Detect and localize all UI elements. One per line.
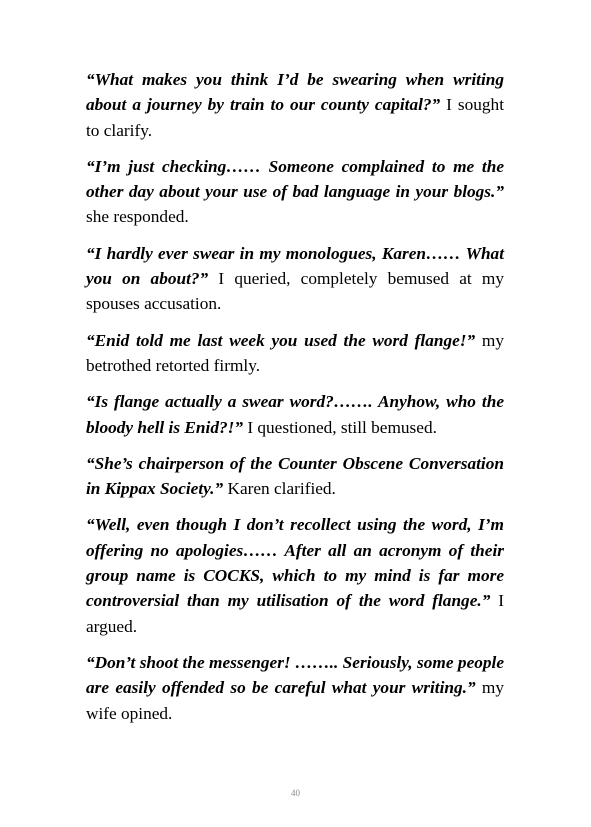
- document-body: [86, 67, 504, 737]
- paragraph-4: [86, 328, 504, 379]
- narration-text: I argued.: [86, 591, 504, 636]
- dialogue-quote: “Is flange actually a swear word?……. Anyhow, who the bloody hell is Enid?!”: [86, 392, 504, 437]
- paragraph-3: [86, 241, 504, 317]
- paragraph-5: [86, 389, 504, 440]
- page-number: 40: [291, 788, 300, 798]
- dialogue-quote: “What makes you think I’d be swearing when writing about a journey by train to our county capital?”: [86, 70, 504, 115]
- dialogue-quote: “Don’t shoot the messenger! …….. Seriously, some people are easily offended so be careful what your writing.”: [86, 652, 504, 698]
- narration-text: my betrothed retorted firmly.: [86, 330, 504, 375]
- narration-text: she responded.: [86, 207, 189, 227]
- paragraph-1: [86, 67, 504, 143]
- paragraph-2: [86, 154, 504, 230]
- dialogue-quote: “I’m just checking…… Someone complained to me the other day about your use of bad language in your blogs.”: [86, 156, 504, 202]
- paragraph-6: [86, 451, 504, 502]
- dialogue-quote: “I hardly ever swear in my monologues, Karen…… What you on about?”: [86, 243, 504, 289]
- dialogue-quote: “Well, even though I don’t recollect using the word, I’m offering no apologies…… After all an acronym of their group name is COCKS, which to my mind is far more controversial than my utilisation of the word flange.”: [86, 515, 504, 611]
- narration-text: Karen clarified.: [223, 479, 336, 499]
- narration-text: I sought to clarify.: [86, 95, 505, 140]
- narration-text: my wife opined.: [86, 678, 505, 723]
- narration-text: I questioned, still bemused.: [243, 417, 437, 437]
- dialogue-quote: “She’s chairperson of the Counter Obscene Conversation in Kippax Society.”: [86, 453, 504, 499]
- dialogue-quote: “Enid told me last week you used the word flange!”: [86, 330, 476, 350]
- paragraph-8: [86, 650, 504, 726]
- narration-text: I queried, completely bemused at my spouses accusation.: [86, 269, 505, 314]
- paragraph-7: [86, 512, 504, 638]
